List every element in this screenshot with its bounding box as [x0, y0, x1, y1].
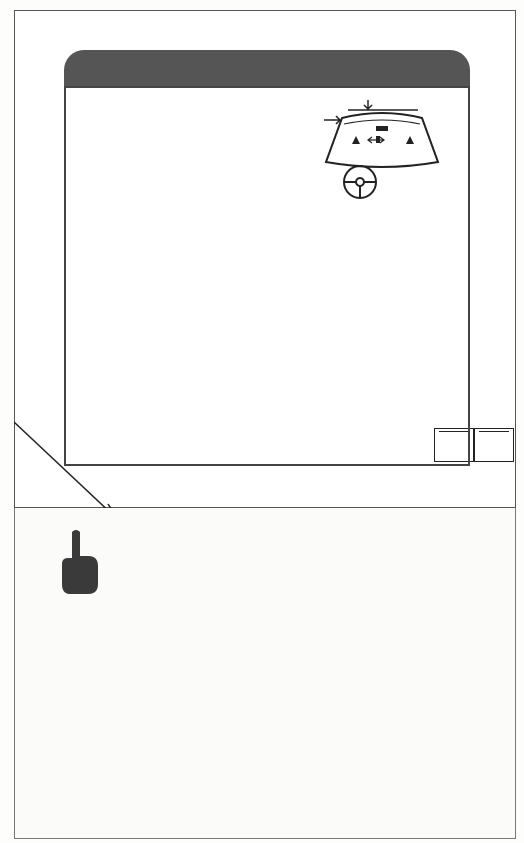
dez-cell-2	[474, 428, 514, 462]
windshield-diagram	[322, 96, 444, 202]
revenue-banner	[64, 50, 470, 88]
pointing-hand-icon	[58, 528, 102, 596]
dez-number	[479, 431, 509, 432]
stub-keep	[104, 656, 464, 662]
down-arrow-icon	[364, 100, 372, 109]
right-arrow-icon	[324, 116, 340, 124]
barcode	[110, 726, 410, 790]
peel-corner[interactable]	[14, 420, 124, 520]
